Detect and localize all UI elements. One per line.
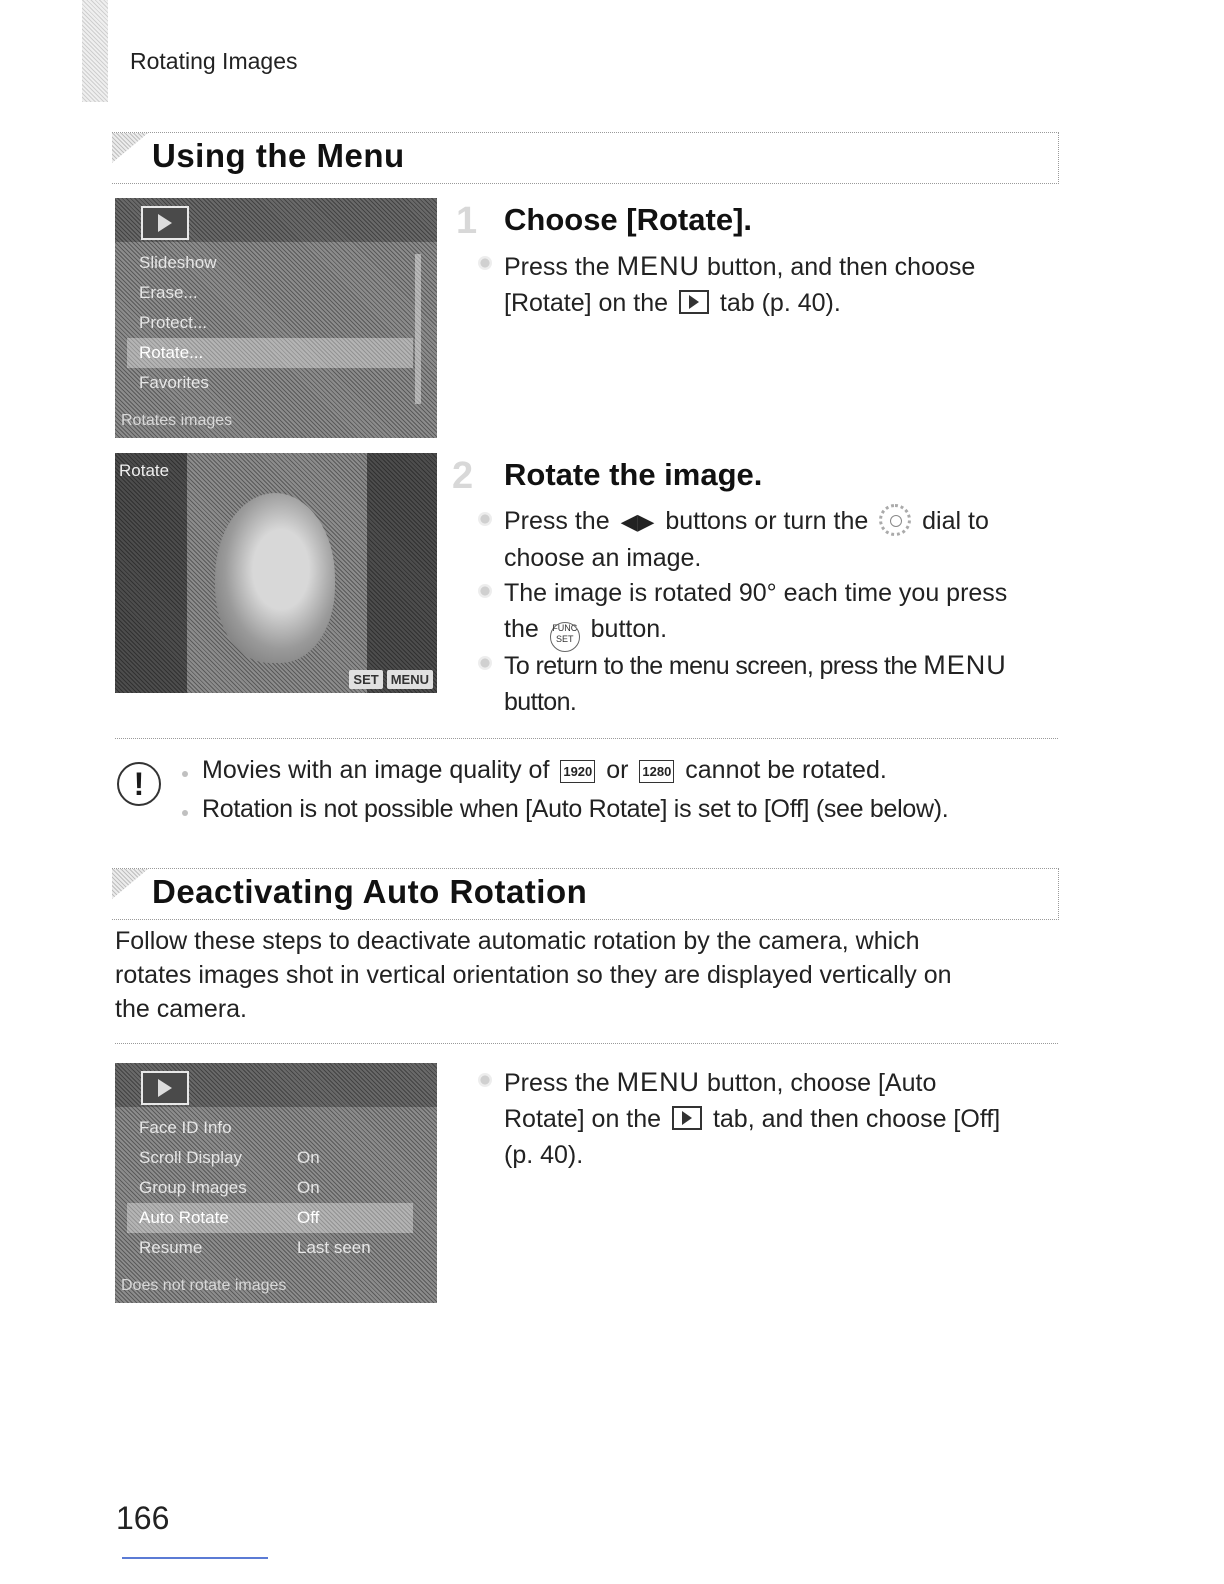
bullet-icon: [478, 256, 492, 270]
menu-tabs: [115, 198, 437, 242]
playback-tab-icon: [141, 206, 189, 240]
step-instruction: Press the MENU button, and then choose [Rotate] on the tab (p. 40).: [504, 251, 976, 317]
divider: [115, 1043, 1058, 1044]
menu-hint: Rotates images: [121, 412, 233, 429]
bullet-icon: [478, 584, 492, 598]
step-number: 2: [452, 455, 474, 497]
movie-quality-1920-icon: 1920: [560, 760, 595, 783]
step-instruction: The image is rotated 90° each time you press the FUNC SET button.: [504, 575, 1064, 652]
bullet-icon: [182, 810, 188, 816]
menu-item: Slideshow: [139, 253, 217, 272]
func-set-button-icon: FUNC SET: [550, 622, 580, 652]
photo-subject: [215, 493, 335, 663]
photo-left-margin: [115, 453, 187, 693]
menu-item-selected: Auto Rotate Off: [127, 1203, 413, 1233]
movie-quality-1280-icon: 1280: [639, 760, 674, 783]
bullet-icon: [478, 1073, 492, 1087]
header-side-strip: [82, 0, 108, 102]
menu-button-hint: MENU: [387, 670, 433, 689]
menu-hint: Does not rotate images: [121, 1277, 287, 1294]
step-title: Choose [Rotate].: [504, 202, 752, 237]
caution-icon: !: [117, 762, 161, 806]
playback-tab-icon: [679, 290, 709, 314]
section-heading-using-menu: [112, 132, 1059, 184]
menu-item: Favorites: [139, 373, 209, 392]
menu-item: Scroll Display On: [139, 1148, 320, 1167]
photo-right-margin: [367, 453, 437, 693]
control-dial-icon: [879, 504, 911, 536]
menu-list: [127, 1113, 413, 1263]
section-title: Using the Menu: [152, 137, 405, 174]
caution-note: Movies with an image quality of 1920 or 1280 cannot be rotated.: [202, 756, 887, 784]
section-intro: Follow these steps to deactivate automatic rotation by the camera, which rotates images shot in vertical orientation so they are displayed vertically on the camera.: [115, 927, 952, 1023]
menu-button-label: MENU: [923, 650, 1007, 680]
menu-item: Face ID Info: [139, 1118, 232, 1137]
divider: [115, 738, 1058, 739]
playback-tab-icon: [141, 1071, 189, 1105]
page-number: 166: [116, 1500, 170, 1536]
step-instruction: Press the ◀▶ buttons or turn the dial to choose an image.: [504, 503, 1064, 576]
menu-item-selected: Rotate...: [127, 338, 413, 368]
section-heading-deactivating-auto-rotation: [112, 868, 1059, 920]
section-title: Deactivating Auto Rotation: [152, 873, 588, 910]
bullet-icon: [182, 771, 188, 777]
page-header-title: Rotating Images: [130, 48, 298, 74]
step-title: Rotate the image.: [504, 457, 763, 492]
left-right-arrows-icon: ◀▶: [620, 509, 655, 534]
bullet-icon: [478, 656, 492, 670]
heading-accent: [112, 869, 148, 899]
menu-button-label: MENU: [616, 251, 701, 281]
menu-item: Group Images On: [139, 1178, 320, 1197]
menu-item: Protect...: [139, 313, 208, 332]
camera-screen-auto-rotate-menu: [115, 1063, 437, 1303]
rotate-screen-label: Rotate: [119, 461, 170, 480]
screen-button-hints: [349, 670, 433, 689]
playback-tab-icon: [672, 1106, 702, 1130]
heading-accent: [112, 133, 148, 163]
camera-screen-playback-menu: [115, 198, 437, 438]
menu-tabs: [115, 1063, 437, 1107]
set-button-hint: SET: [349, 670, 382, 689]
step-instruction: Press the MENU button, choose [Auto Rotate] on the tab, and then choose [Off] (p. 40).: [504, 1067, 1001, 1169]
caution-note: Rotation is not possible when [Auto Rotate] is set to [Off] (see below).: [202, 795, 949, 823]
menu-item: Erase...: [139, 283, 198, 302]
step-number: 1: [456, 200, 478, 242]
menu-list: [127, 248, 413, 398]
bullet-icon: [478, 512, 492, 526]
camera-screen-rotate: [115, 453, 437, 693]
menu-item: Resume Last seen: [139, 1238, 371, 1257]
menu-button-label: MENU: [616, 1067, 701, 1097]
footer-rule: [122, 1557, 268, 1559]
step-instruction: To return to the menu screen, press the MENU button.: [504, 650, 1007, 716]
menu-scrollbar: [415, 254, 421, 404]
